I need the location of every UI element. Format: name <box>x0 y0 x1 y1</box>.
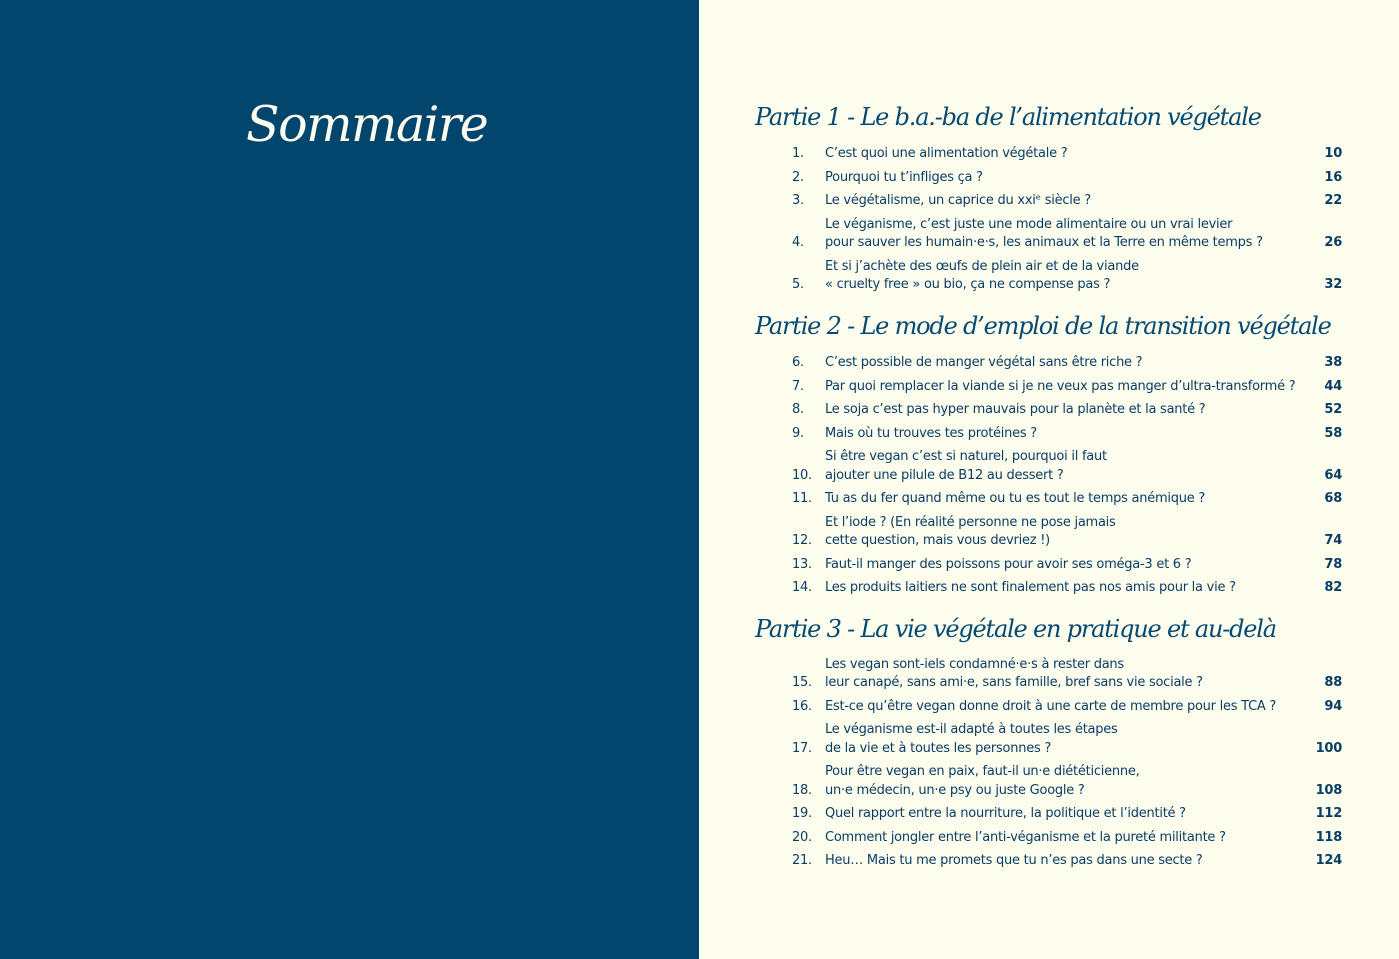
toc-item-page: 88 <box>1324 675 1342 691</box>
toc-item-line: Tu as du fer quand même ou tu es tout le temps anémique ? <box>825 491 1206 507</box>
toc-item-1 <box>792 145 1342 163</box>
toc-item-4 <box>792 216 1342 253</box>
toc-item-page: 38 <box>1324 355 1342 370</box>
toc-item-page: 16 <box>1324 169 1342 185</box>
toc-item-line: Le soja c’est pas hyper mauvais pour la planète et la santé ? <box>825 402 1206 418</box>
toc-item-18 <box>792 763 1342 800</box>
toc-item-number: 4. <box>792 235 804 251</box>
toc-item-page: 78 <box>1324 556 1342 572</box>
toc-item-line: Quel rapport entre la nourriture, la politique et l’identité ? <box>825 806 1186 822</box>
toc-item-number: 1. <box>792 146 804 161</box>
toc-item-line: Et l’iode ? (En réalité personne ne pose jamais <box>825 514 1116 530</box>
toc-item-line: pour sauver les humain·e·s, les animaux et la Terre en même temps ? <box>825 235 1263 251</box>
toc-item-number: 6. <box>792 355 804 370</box>
toc-item-page: 52 <box>1324 402 1342 418</box>
toc-item-line: Pour être vegan en paix, faut-il un·e diététicienne, <box>825 764 1140 780</box>
toc-item-page: 32 <box>1324 276 1342 292</box>
part-2-title: Partie 2 - Le mode d’emploi de la transition végétale <box>755 312 1331 340</box>
left-page <box>0 0 699 959</box>
toc-item-page: 108 <box>1315 782 1342 798</box>
toc-item-number: 20. <box>792 829 812 845</box>
toc-item-page: 68 <box>1324 491 1342 507</box>
toc-item-7 <box>792 378 1342 396</box>
toc-item-line: Par quoi remplacer la viande si je ne veux pas manger d’ultra-transformé ? <box>825 378 1296 394</box>
toc-item-5 <box>792 258 1342 295</box>
toc-item-13 <box>792 556 1342 574</box>
toc-item-title <box>825 698 1295 716</box>
toc-item-19 <box>792 805 1342 823</box>
part-1-title: Partie 1 - Le b.a.-ba de l’alimentation végétale <box>755 103 1261 131</box>
table-of-contents <box>699 0 1399 959</box>
toc-item-line: Si être vegan c’est si naturel, pourquoi il faut <box>825 449 1107 465</box>
toc-item-line: Faut-il manger des poissons pour avoir ses oméga-3 et 6 ? <box>825 556 1192 572</box>
toc-item-12 <box>792 514 1342 551</box>
toc-item-14 <box>792 579 1342 597</box>
toc-item-line: Mais où tu trouves tes protéines ? <box>825 425 1037 441</box>
toc-item-number: 7. <box>792 378 804 394</box>
toc-item-title <box>825 656 1295 693</box>
toc-item-page: 82 <box>1324 580 1342 596</box>
toc-item-page: 94 <box>1324 698 1342 714</box>
toc-item-title <box>825 354 1295 372</box>
toc-item-8 <box>792 401 1342 419</box>
toc-item-number: 8. <box>792 402 804 418</box>
toc-item-title <box>825 192 1295 210</box>
toc-item-line: cette question, mais vous devriez !) <box>825 533 1050 549</box>
toc-item-number: 18. <box>792 782 812 798</box>
toc-item-line: un·e médecin, un·e psy ou juste Google ? <box>825 782 1085 798</box>
toc-item-number: 16. <box>792 698 812 714</box>
toc-item-number: 11. <box>792 491 812 507</box>
toc-item-10 <box>792 448 1342 485</box>
toc-item-line: Le véganisme, c’est juste une mode alimentaire ou un vrai levier <box>825 216 1233 232</box>
toc-item-3 <box>792 192 1342 210</box>
toc-item-title <box>825 378 1295 396</box>
toc-item-number: 13. <box>792 556 812 572</box>
toc-item-title <box>825 514 1295 551</box>
toc-item-page: 58 <box>1324 425 1342 441</box>
toc-item-title <box>825 579 1295 597</box>
toc-item-line: ajouter une pilule de B12 au dessert ? <box>825 467 1064 483</box>
toc-item-page: 10 <box>1324 146 1342 161</box>
toc-item-title <box>825 145 1295 163</box>
part-2-list <box>792 354 1342 603</box>
toc-item-number: 2. <box>792 169 804 185</box>
toc-item-title <box>825 425 1295 443</box>
toc-item-page: 118 <box>1315 829 1342 845</box>
toc-item-number: 12. <box>792 533 812 549</box>
toc-item-page: 64 <box>1324 467 1342 483</box>
toc-item-line: leur canapé, sans ami·e, sans famille, bref sans vie sociale ? <box>825 675 1203 691</box>
toc-item-number: 19. <box>792 806 812 822</box>
toc-item-line: de la vie et à toutes les personnes ? <box>825 740 1052 756</box>
toc-item-number: 15. <box>792 675 812 691</box>
toc-item-title <box>825 763 1295 800</box>
toc-item-page: 44 <box>1324 378 1342 394</box>
toc-item-title <box>825 448 1295 485</box>
toc-item-title <box>825 721 1295 758</box>
toc-item-title <box>825 805 1295 823</box>
toc-item-number: 3. <box>792 193 804 209</box>
toc-item-page: 100 <box>1315 740 1342 756</box>
toc-item-title <box>825 556 1295 574</box>
toc-item-20 <box>792 829 1342 847</box>
toc-item-title <box>825 490 1295 508</box>
toc-item-title <box>825 852 1295 870</box>
page-title: Sommaire <box>246 96 488 153</box>
toc-item-2 <box>792 169 1342 187</box>
part-3-list <box>792 656 1342 876</box>
toc-item-number: 21. <box>792 853 812 869</box>
toc-item-21 <box>792 852 1342 870</box>
toc-item-15 <box>792 656 1342 693</box>
toc-item-line: Le végétalisme, un caprice du xxiᵉ siècle ? <box>825 193 1091 209</box>
toc-item-title <box>825 169 1295 187</box>
toc-item-line: Les produits laitiers ne sont finalement pas nos amis pour la vie ? <box>825 580 1236 596</box>
toc-item-line: Et si j’achète des œufs de plein air et de la viande <box>825 258 1139 274</box>
toc-item-title <box>825 401 1295 419</box>
part-1-list <box>792 145 1342 300</box>
toc-item-17 <box>792 721 1342 758</box>
toc-item-line: C’est quoi une alimentation végétale ? <box>825 146 1068 161</box>
toc-item-number: 5. <box>792 276 804 292</box>
toc-item-number: 14. <box>792 580 812 596</box>
toc-item-6 <box>792 354 1342 372</box>
part-3-title: Partie 3 - La vie végétale en pratique et au-delà <box>755 615 1276 643</box>
toc-item-page: 26 <box>1324 235 1342 251</box>
toc-item-page: 112 <box>1315 806 1342 822</box>
toc-item-line: « cruelty free » ou bio, ça ne compense pas ? <box>825 276 1111 292</box>
toc-item-title <box>825 829 1295 847</box>
toc-item-title <box>825 216 1295 253</box>
toc-item-number: 10. <box>792 467 812 483</box>
toc-item-line: Le véganisme est-il adapté à toutes les étapes <box>825 722 1118 738</box>
toc-item-page: 124 <box>1315 853 1342 869</box>
toc-item-line: Heu… Mais tu me promets que tu n’es pas dans une secte ? <box>825 853 1203 869</box>
toc-item-16 <box>792 698 1342 716</box>
toc-item-9 <box>792 425 1342 443</box>
toc-item-number: 9. <box>792 425 804 441</box>
toc-item-line: Les vegan sont-iels condamné·e·s à rester dans <box>825 657 1124 672</box>
toc-item-11 <box>792 490 1342 508</box>
toc-item-line: Est-ce qu’être vegan donne droit à une carte de membre pour les TCA ? <box>825 698 1277 714</box>
toc-item-title <box>825 258 1295 295</box>
toc-item-page: 74 <box>1324 533 1342 549</box>
toc-item-line: C’est possible de manger végétal sans être riche ? <box>825 355 1143 370</box>
toc-item-page: 22 <box>1324 193 1342 209</box>
toc-item-line: Comment jongler entre l’anti-véganisme et la pureté militante ? <box>825 829 1226 845</box>
toc-item-number: 17. <box>792 740 812 756</box>
toc-item-line: Pourquoi tu t’infliges ça ? <box>825 169 983 185</box>
